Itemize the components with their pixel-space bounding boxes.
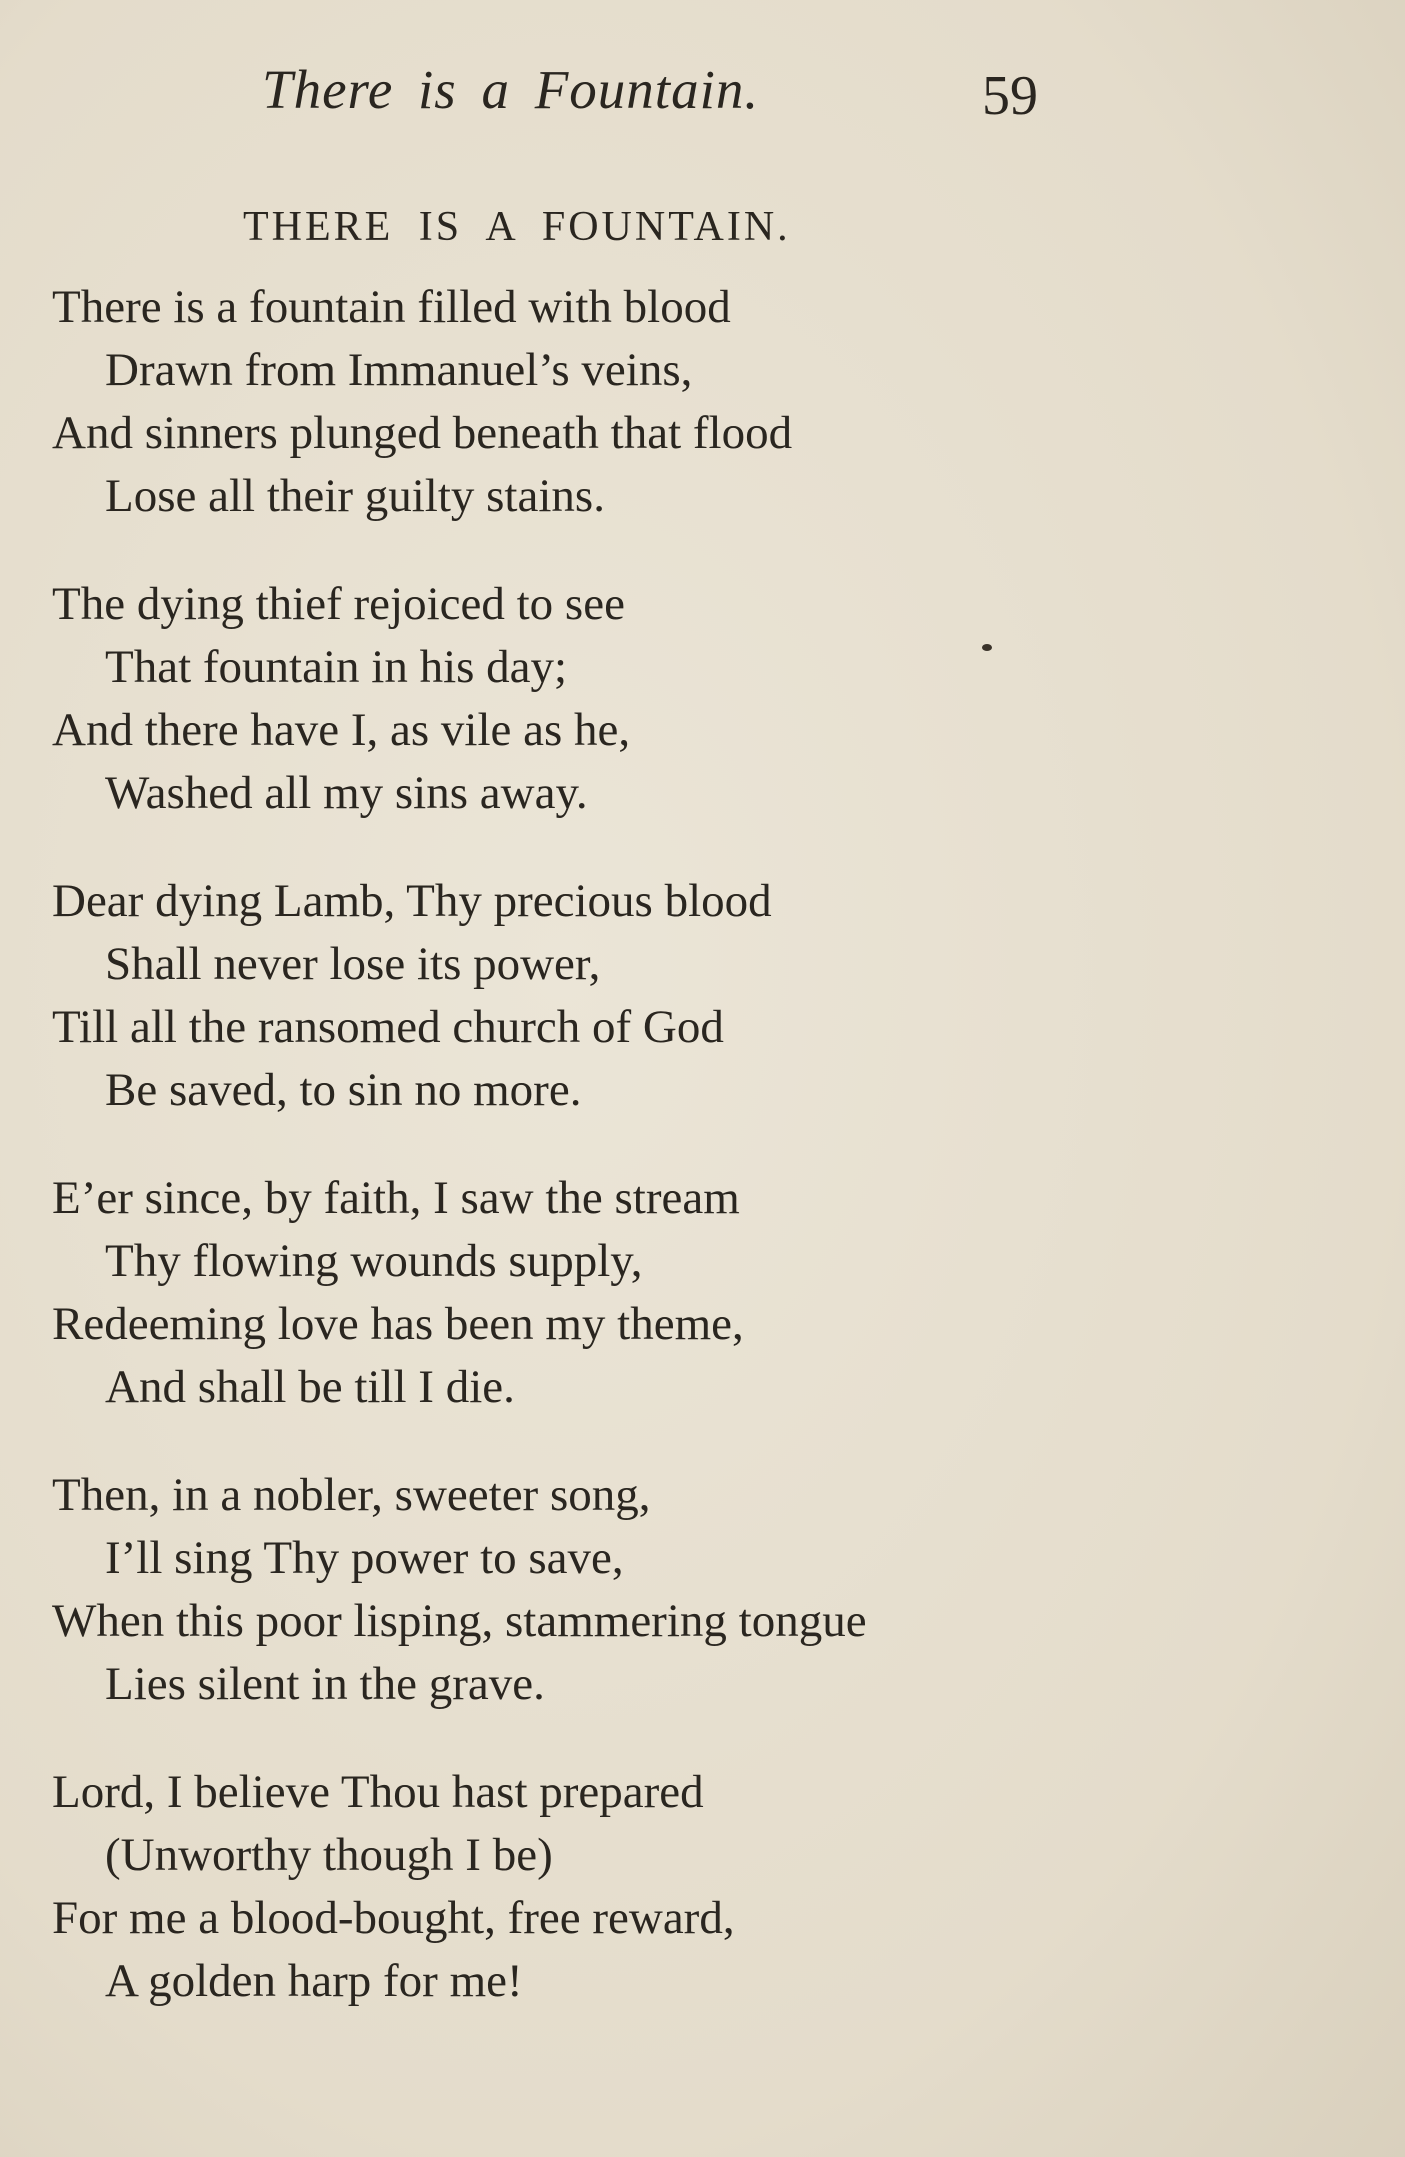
poem-line: That fountain in his day;	[105, 641, 568, 693]
stanza-1	[52, 276, 1352, 528]
poem-line: Lose all their guilty stains.	[105, 470, 605, 522]
poem-line: Drawn from Immanuel’s veins,	[105, 344, 693, 396]
poem-line: And sinners plunged beneath that flood	[52, 407, 793, 459]
poem-body	[52, 276, 1352, 2058]
poem-line: E’er since, by faith, I saw the stream	[52, 1172, 740, 1224]
ink-speck	[982, 644, 992, 651]
poem-line: When this poor lisping, stammering tongue	[52, 1595, 867, 1647]
stanza-4	[52, 1167, 1352, 1419]
stanza-2	[52, 573, 1352, 825]
poem-line: There is a fountain filled with blood	[52, 281, 731, 333]
running-head	[0, 58, 1405, 128]
poem-title: THERE IS A FOUNTAIN.	[243, 204, 791, 250]
poem-line: Washed all my sins away.	[105, 767, 588, 819]
poem-line: For me a blood-bought, free reward,	[52, 1892, 735, 1944]
poem-line: A golden harp for me!	[105, 1955, 523, 2007]
poem-line: Lies silent in the grave.	[105, 1658, 545, 1710]
poem-line: Dear dying Lamb, Thy precious blood	[52, 875, 772, 927]
stanza-5	[52, 1464, 1352, 1716]
poem-line: (Unworthy though I be)	[105, 1829, 553, 1881]
poem-line: Thy flowing wounds supply,	[105, 1235, 643, 1287]
running-title: There is a Fountain.	[262, 59, 760, 120]
poem-line: And there have I, as vile as he,	[52, 704, 631, 756]
stanza-6	[52, 1761, 1352, 2013]
poem-line: The dying thief rejoiced to see	[52, 578, 625, 630]
poem-line: Be saved, to sin no more.	[105, 1064, 582, 1116]
poem-line: Redeeming love has been my theme,	[52, 1298, 744, 1350]
poem-line: Shall never lose its power,	[105, 938, 601, 990]
poem-line: And shall be till I die.	[105, 1361, 515, 1413]
poem-line: Then, in a nobler, sweeter song,	[52, 1469, 651, 1521]
poem-line: Lord, I believe Thou hast prepared	[52, 1766, 704, 1818]
poem-line: Till all the ransomed church of God	[52, 1001, 724, 1053]
stanza-3	[52, 870, 1352, 1122]
poem-line: I’ll sing Thy power to save,	[105, 1532, 624, 1584]
page-number: 59	[982, 65, 1038, 127]
